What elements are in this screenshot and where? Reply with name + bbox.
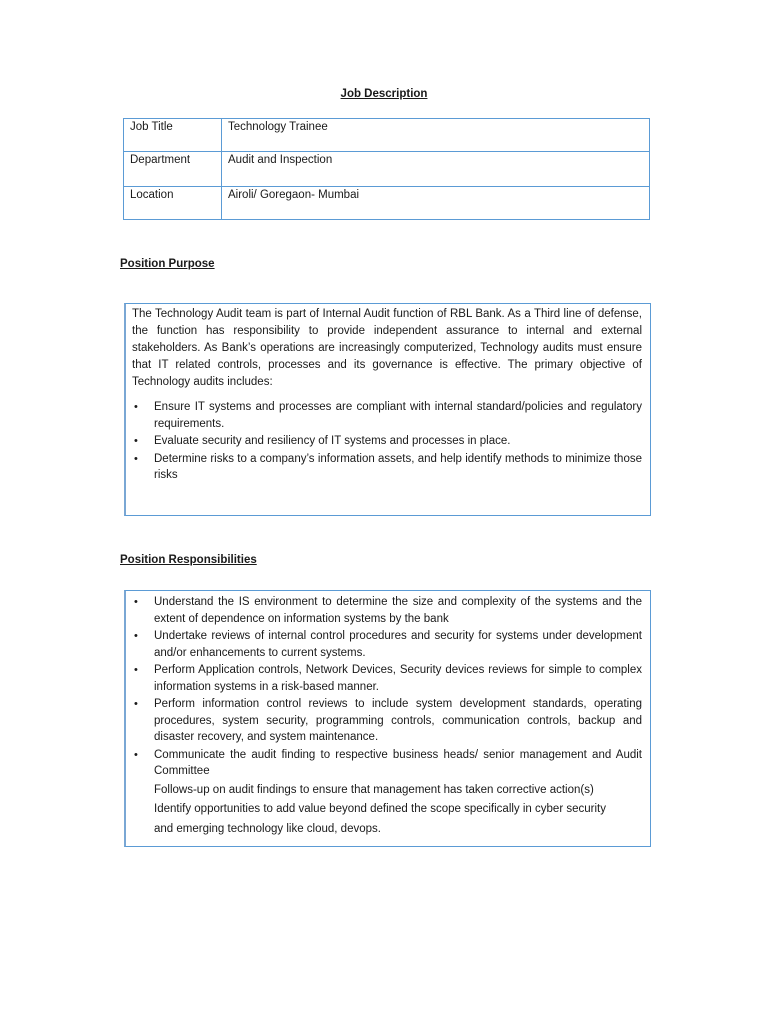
bullet-icon: • bbox=[134, 401, 138, 413]
department-label: Department bbox=[124, 152, 222, 187]
job-title-value: Technology Trainee bbox=[222, 119, 650, 152]
table-row bbox=[124, 152, 650, 187]
list-item bbox=[132, 451, 642, 484]
table-row bbox=[124, 119, 650, 152]
position-responsibilities-heading: Position Responsibilities bbox=[120, 554, 257, 566]
department-value: Audit and Inspection bbox=[222, 152, 650, 187]
table-row bbox=[124, 187, 650, 220]
responsibility-follow-up-line: Follows-up on audit findings to ensure that management has taken corrective action(s) bbox=[154, 783, 594, 796]
list-item bbox=[132, 433, 642, 450]
responsibility-bullet-text: Understand the IS environment to determine the size and complexity of the systems and the extent of dependence on information systems by the bank bbox=[154, 596, 642, 625]
responsibility-bullet-text: Perform Application controls, Network Devices, Security devices reviews for simple to complex information systems in a risk-based manner. bbox=[154, 664, 642, 693]
responsibility-bullet-text: Undertake reviews of internal control procedures and security for systems under development and/or enhancements to current systems. bbox=[154, 630, 642, 659]
purpose-paragraph: The Technology Audit team is part of Internal Audit function of RBL Bank. As a Third line of defense, the function has responsibility to provide independent assurance to internal and external stakeholders. As Bank’s operations are increasingly computerized, Technology audits must ensure that IT related controls, processes and its governance is effective. The primary objective of Technology audits includes: bbox=[132, 308, 642, 388]
list-item bbox=[132, 747, 642, 780]
location-label: Location bbox=[124, 187, 222, 220]
purpose-bullet-text: Determine risks to a company’s information assets, and help identify methods to minimize those risks bbox=[154, 452, 642, 481]
list-item bbox=[132, 399, 642, 432]
responsibility-bullet-text: Communicate the audit finding to respective business heads/ senior management and Audit Committee bbox=[154, 748, 642, 777]
responsibility-bullet-text: Perform information control reviews to include system development standards, operating procedures, system security, programming controls, communication controls, backup and disaster recovery, and system maintenance. bbox=[154, 698, 642, 743]
bullet-icon: • bbox=[134, 630, 138, 642]
purpose-bullet-list bbox=[132, 399, 642, 484]
bullet-icon: • bbox=[134, 452, 138, 465]
position-purpose-box bbox=[124, 303, 651, 516]
list-item bbox=[132, 628, 642, 661]
bullet-icon: • bbox=[134, 698, 138, 710]
document-title: Job Description bbox=[340, 88, 428, 100]
responsibility-opportunities-line: Identify opportunities to add value beyond defined the scope specifically in cyber security bbox=[154, 803, 606, 815]
position-responsibilities-box bbox=[124, 590, 651, 847]
purpose-bullet-text: Ensure IT systems and processes are compliant with internal standard/policies and regulatory requirements. bbox=[154, 401, 642, 430]
list-item bbox=[132, 594, 642, 627]
position-purpose-heading: Position Purpose bbox=[120, 258, 215, 270]
job-title-label: Job Title bbox=[124, 119, 222, 152]
list-item bbox=[132, 696, 642, 746]
list-item bbox=[132, 662, 642, 695]
bullet-icon: • bbox=[134, 664, 138, 676]
bullet-icon: • bbox=[134, 748, 138, 761]
purpose-bullet-text: Evaluate security and resiliency of IT systems and processes in place. bbox=[154, 435, 511, 447]
responsibilities-bullet-list bbox=[132, 594, 642, 780]
bullet-icon: • bbox=[134, 596, 138, 608]
responsibility-emerging-tech-line: and emerging technology like cloud, devops. bbox=[154, 822, 381, 835]
job-info-table bbox=[123, 118, 650, 220]
location-value: Airoli/ Goregaon- Mumbai bbox=[222, 187, 650, 220]
bullet-icon: • bbox=[134, 435, 138, 447]
